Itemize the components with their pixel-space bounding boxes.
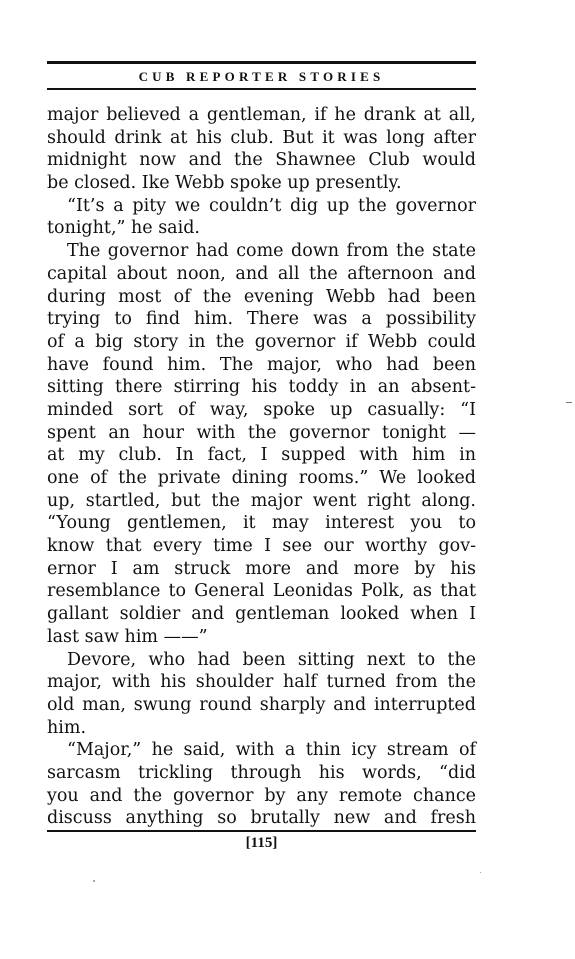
text-line: “Young gentlemen, it may interest you to	[47, 513, 476, 534]
text-line: gallant soldier and gentleman looked when I	[47, 604, 476, 625]
text-line: capital about noon, and all the afternoon and	[47, 263, 476, 284]
text-line: him.	[47, 717, 87, 738]
text-line: tonight,” he said.	[47, 218, 200, 239]
text-line: major, with his shoulder half turned from the	[47, 672, 476, 693]
text-line: sarcasm trickling through his words, “did	[47, 762, 476, 783]
text-line: minded sort of way, spoke up casually: “I	[47, 399, 476, 420]
header-rule	[47, 88, 476, 90]
running-head: CUB REPORTER STORIES	[138, 69, 385, 84]
text-line: last saw him ——”	[47, 626, 208, 647]
body-text	[47, 104, 476, 830]
paper-speck	[93, 880, 95, 882]
text-line: Devore, who had been sitting next to the	[67, 649, 476, 670]
text-line: old man, swung round sharply and interrupted	[47, 694, 476, 715]
text-line: ernor I am struck more and more by his	[47, 558, 476, 579]
text-line: “Major,” he said, with a thin icy stream of	[67, 740, 476, 761]
text-line: should drink at his club. But it was long after	[47, 127, 476, 148]
bottom-rule	[47, 830, 476, 832]
text-line: “It’s a pity we couldn’t dig up the governor	[67, 195, 476, 216]
text-line: of a big story in the governor if Webb could	[47, 331, 476, 352]
text-line: up, startled, but the major went right along.	[47, 490, 476, 511]
text-line: sitting there stirring his toddy in an absent-	[47, 377, 476, 398]
paper-speck	[480, 872, 481, 873]
text-line: at my club. In fact, I supped with him in	[47, 445, 476, 466]
text-line: resemblance to General Leonidas Polk, as that	[47, 581, 476, 602]
text-line: major believed a gentleman, if he drank at all,	[47, 105, 476, 125]
page-number: [115]	[245, 835, 278, 851]
text-line: trying to find him. There was a possibility	[47, 309, 476, 330]
text-line: one of the private dining rooms.” We looked	[47, 468, 476, 488]
text-line: spent an hour with the governor tonight —	[47, 422, 476, 443]
text-line: The governor had come down from the state	[67, 241, 476, 262]
text-line: during most of the evening Webb had been	[47, 286, 476, 307]
text-line: you and the governor by any remote chance	[47, 785, 476, 806]
top-rule	[47, 61, 476, 64]
text-line: discuss anything so brutally new and fresh	[47, 808, 476, 829]
scan-edge-mark	[566, 402, 572, 403]
text-line: have found him. The major, who had been	[47, 354, 476, 375]
text-line: midnight now and the Shawnee Club would	[47, 150, 476, 171]
text-line: be closed. Ike Webb spoke up presently.	[47, 173, 402, 194]
text-line: know that every time I see our worthy gov-	[47, 536, 476, 557]
